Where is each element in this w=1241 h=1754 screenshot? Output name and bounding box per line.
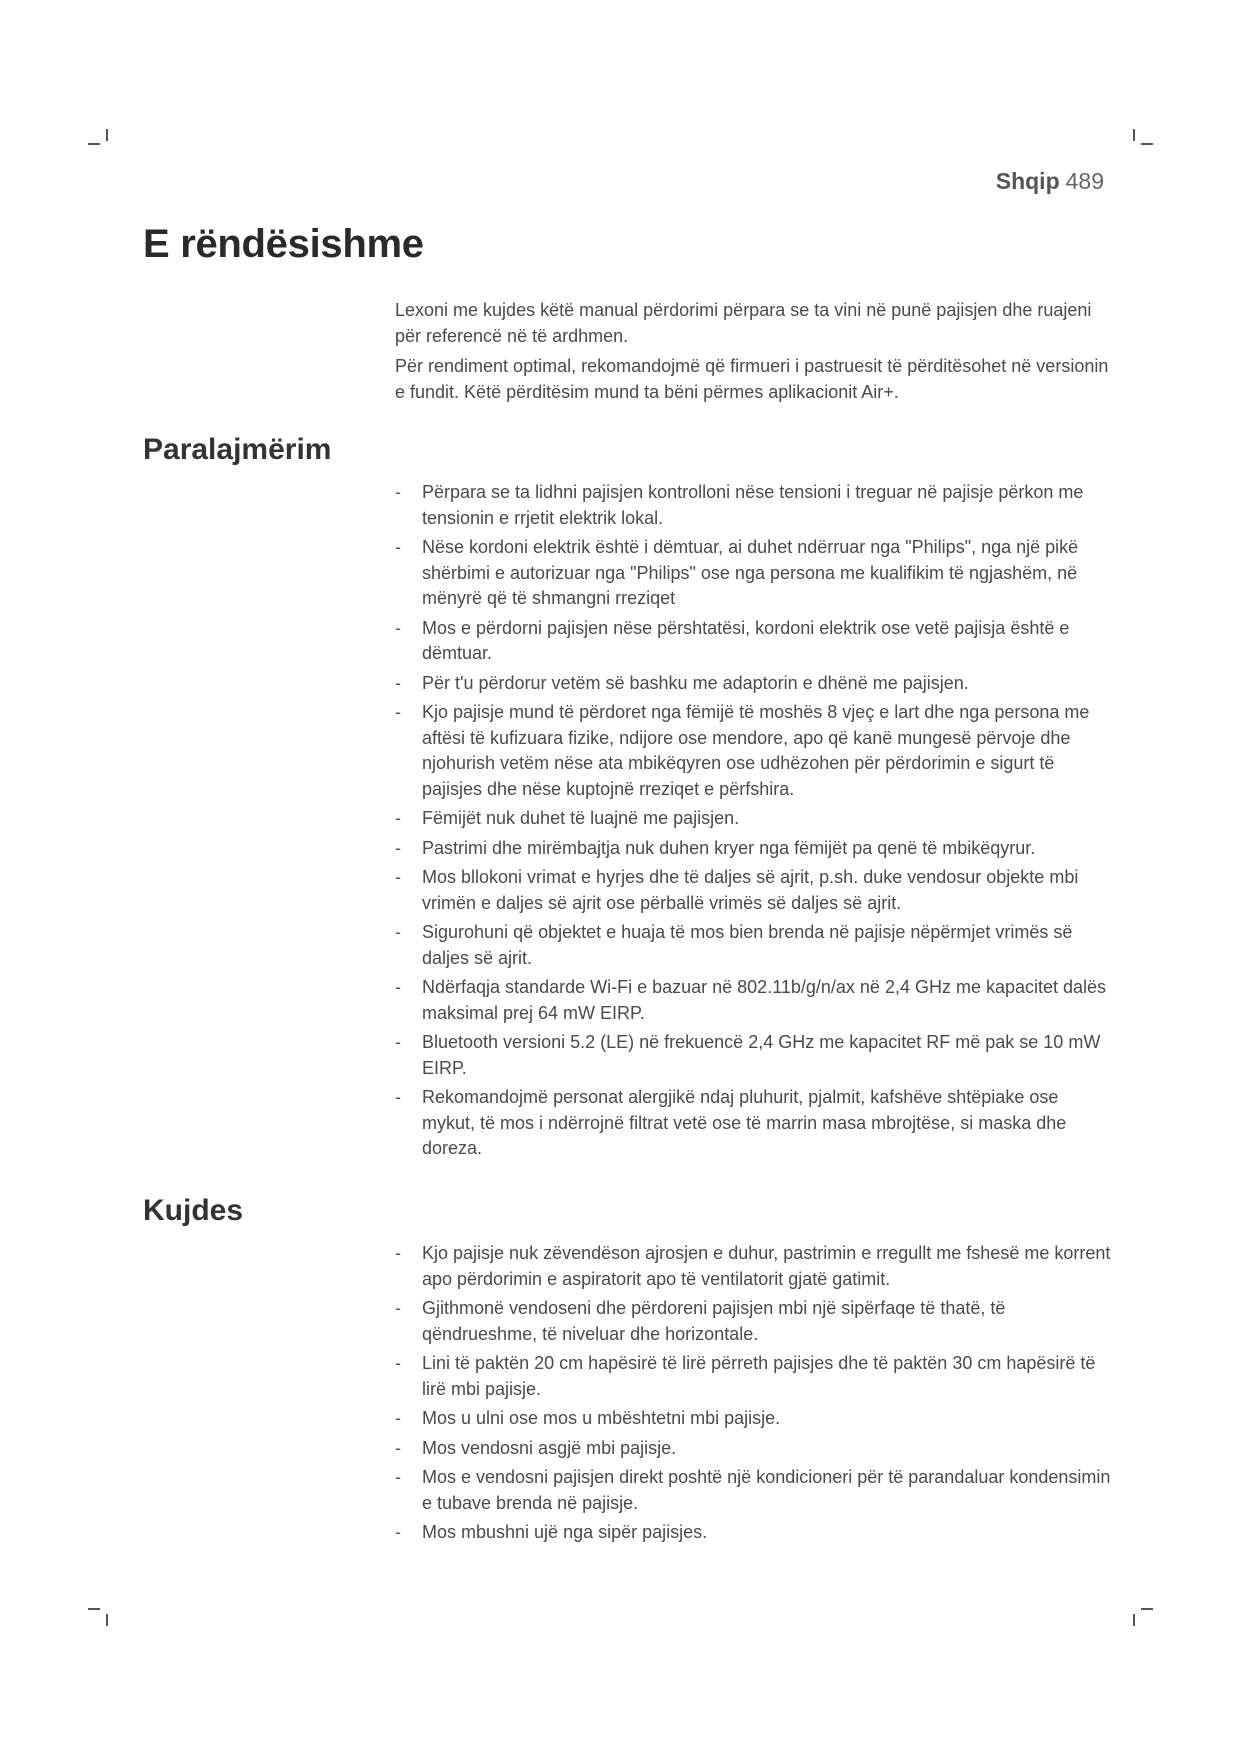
warning-list <box>395 480 1115 1166</box>
crop-mark-top-left-v <box>106 129 108 141</box>
list-item: - Pastrimi dhe mirëmbajtja nuk duhen kryer nga fëmijët pa qenë të mbikëqyrur. <box>395 836 1115 862</box>
crop-mark-top-right-v <box>1133 129 1135 141</box>
list-item: - Kjo pajisje nuk zëvendëson ajrosjen e duhur, pastrimin e rregullt me fshesë me korrent apo përdorimin e aspiratorit apo të ventilatorit gjatë gatimit. <box>395 1241 1115 1292</box>
list-item: - Përpara se ta lidhni pajisjen kontrolloni nëse tensioni i treguar në pajisje përkon me tensionin e rrjetit elektrik lokal. <box>395 480 1115 531</box>
crop-mark-bottom-left-h <box>88 1608 100 1610</box>
intro-paragraph: Për rendiment optimal, rekomandojmë që firmueri i pastruesit të përditësohet në versionin e fundit. Këtë përditësim mund ta bëni përmes aplikacionit Air+. <box>395 356 1109 402</box>
list-item: - Mos bllokoni vrimat e hyrjes dhe të daljes së ajrit, p.sh. duke vendosur objekte mbi vrimën e daljes së ajrit ose përballë vrimës së daljes së ajrit. <box>395 865 1115 916</box>
intro-paragraph: Lexoni me kujdes këtë manual përdorimi përpara se ta vini në punë pajisjen dhe ruajeni për referencë në të ardhmen. <box>395 300 1092 346</box>
list-item: - Mos u ulni ose mos u mbështetni mbi pajisje. <box>395 1406 1115 1432</box>
list-item: - Nëse kordoni elektrik është i dëmtuar, ai duhet ndërruar nga "Philips", nga një pikë shërbimi e autorizuar nga "Philips" ose nga persona me kualifikim të ngjashëm, në mënyrë që të shmangni rreziqet <box>395 535 1115 612</box>
page-header <box>996 168 1104 200</box>
crop-mark-top-left-h <box>88 143 100 145</box>
caution-list <box>395 1241 1115 1550</box>
page-title: E rëndësishme <box>143 222 424 266</box>
list-item: - Mos e vendosni pajisjen direkt poshtë një kondicioneri për të parandaluar kondensimin e tubave brenda në pajisje. <box>395 1465 1115 1516</box>
page-number: 489 <box>1065 168 1104 194</box>
crop-mark-bottom-right-v <box>1133 1614 1135 1626</box>
caution-heading: Kujdes <box>143 1194 244 1227</box>
list-item: - Ndërfaqja standarde Wi-Fi e bazuar në 802.11b/g/n/ax në 2,4 GHz me kapacitet dalës maksimal prej 64 mW EIRP. <box>395 975 1115 1026</box>
intro-text <box>395 297 1115 409</box>
list-item: - Mos e përdorni pajisjen nëse përshtatësi, kordoni elektrik ose vetë pajisja është e dëmtuar. <box>395 616 1115 667</box>
list-item: - Bluetooth versioni 5.2 (LE) në frekuencë 2,4 GHz me kapacitet RF më pak se 10 mW EIRP. <box>395 1030 1115 1081</box>
list-item: - Mos mbushni ujë nga sipër pajisjes. <box>395 1520 1115 1546</box>
crop-mark-bottom-left-v <box>106 1614 108 1626</box>
crop-mark-top-right-h <box>1141 143 1153 145</box>
crop-mark-bottom-right-h <box>1141 1608 1153 1610</box>
header-language: Shqip <box>995 168 1060 194</box>
list-item: - Mos vendosni asgjë mbi pajisje. <box>395 1436 1115 1462</box>
list-item: - Rekomandojmë personat alergjikë ndaj pluhurit, pjalmit, kafshëve shtëpiake ose mykut, të mos i ndërrojnë filtrat vetë ose të marrin masa mbrojtëse, si maska dhe doreza. <box>395 1085 1115 1162</box>
list-item: - Fëmijët nuk duhet të luajnë me pajisjen. <box>395 806 1115 832</box>
list-item: - Kjo pajisje mund të përdoret nga fëmijë të moshës 8 vjeç e lart dhe nga persona me aftësi të kufizuara fizike, ndijore ose mendore, apo që kanë mungesë përvoje dhe njohurish vetëm nëse ata mbikëqyren ose udhëzohen për përdorimin e sigurt të pajisjes dhe nëse kuptojnë rreziqet e përfshira. <box>395 700 1115 802</box>
list-item: - Për t'u përdorur vetëm së bashku me adaptorin e dhënë me pajisjen. <box>395 671 1115 697</box>
list-item: - Gjithmonë vendoseni dhe përdoreni pajisjen mbi një sipërfaqe të thatë, të qëndrueshme, të niveluar dhe horizontale. <box>395 1296 1115 1347</box>
list-item: - Sigurohuni që objektet e huaja të mos bien brenda në pajisje nëpërmjet vrimës së daljes së ajrit. <box>395 920 1115 971</box>
warning-heading: Paralajmërim <box>143 433 332 466</box>
list-item: - Lini të paktën 20 cm hapësirë të lirë përreth pajisjes dhe të paktën 30 cm hapësirë të lirë mbi pajisje. <box>395 1351 1115 1402</box>
